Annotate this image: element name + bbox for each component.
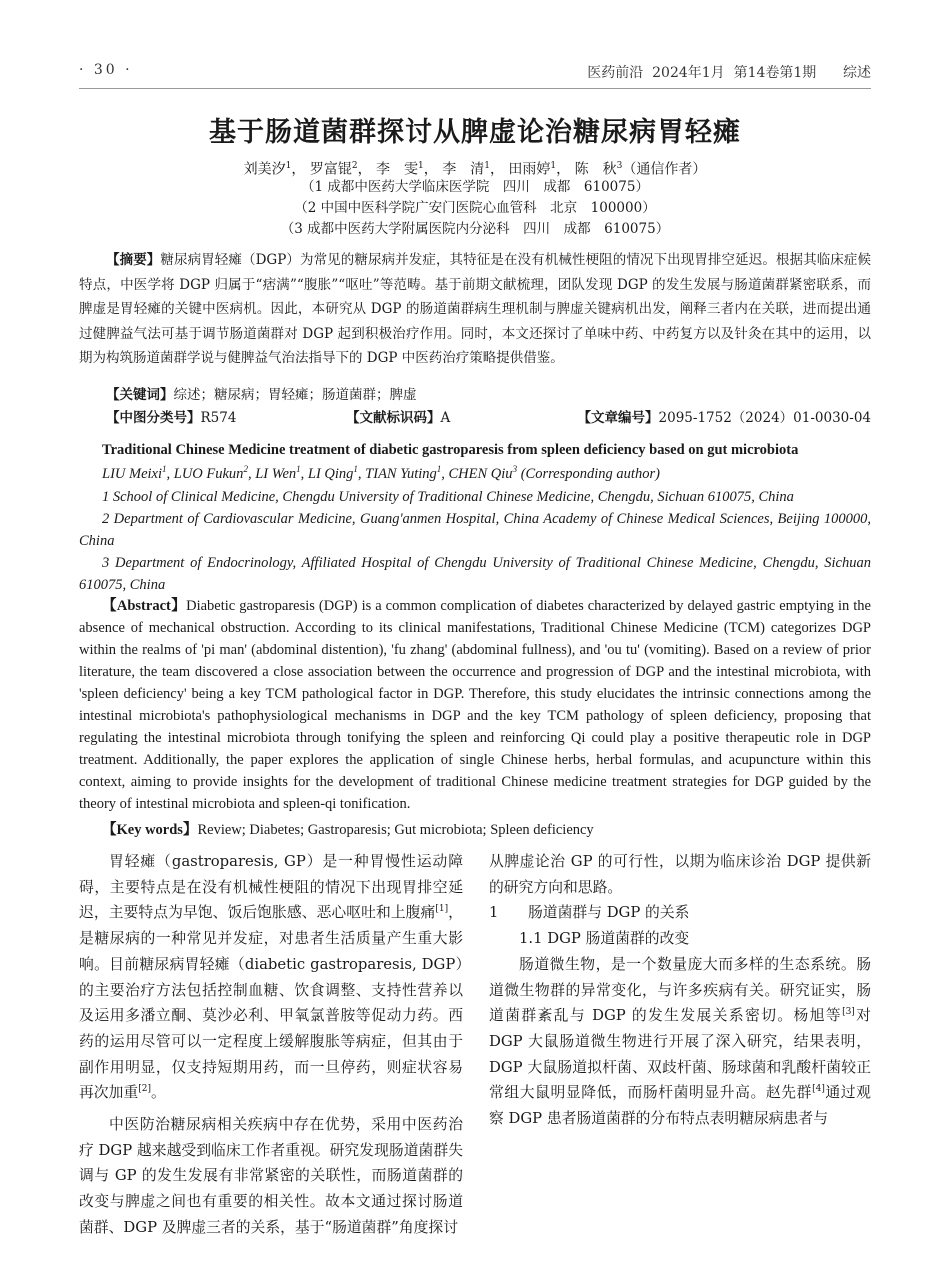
corresponding-note: (Corresponding author) [517, 465, 660, 482]
clc-value: R574 [200, 410, 237, 426]
affiliations-cn [0, 177, 950, 240]
header-rule [79, 88, 871, 89]
running-header [79, 62, 871, 86]
english-affiliation: 2 Department of Cardiovascular Medicine, Guang'anmen Hospital, China Academy of Chinese Medical Sciences, Beijing 100000, China [79, 511, 871, 549]
english-affiliation: 3 Department of Endocrinology, Affiliated Hospital of Chengdu University of Traditional Chinese Medicine, Chengdu, Sichuan 610075, China [79, 555, 871, 593]
keywords-en [102, 818, 594, 839]
author-affil-mark: 1 [418, 161, 424, 171]
clc-code [106, 406, 236, 426]
section-heading: 1 肠道菌群与 DGP 的关系 [489, 904, 690, 922]
subsection-heading: 1.1 DGP 肠道菌群的改变 [519, 930, 690, 948]
abstract-en-label: 【Abstract】 [102, 598, 187, 614]
author-affil-mark: 3 [616, 161, 623, 171]
article-number [578, 406, 871, 426]
body-paragraph [489, 952, 871, 1132]
author: 田雨婷 [508, 161, 551, 178]
author: , TIAN Yuting [357, 465, 437, 482]
paper-title: 基于肠道菌群探讨从脾虚论治糖尿病胃轻瘫 [209, 117, 741, 148]
doc-label: 【文献标识码】 [346, 410, 441, 426]
author-affil-mark: 1 [550, 161, 557, 171]
citation[interactable]: [4] [812, 1084, 825, 1095]
author: 李 清 [442, 161, 485, 178]
abstract-en [79, 595, 871, 815]
keywords-label: 【关键词】 [106, 387, 174, 403]
author: 陈 秋 [574, 161, 617, 178]
body-column-left [79, 849, 463, 1241]
body-column-right [489, 849, 871, 1132]
article-value: 2095-1752（2024）01-0030-04 [658, 410, 871, 426]
author: , LI Qing [300, 465, 354, 482]
body-paragraph-continued: 从脾虚论治 GP 的可行性，以期为临床诊治 DGP 提供新的研究方向和思路。 [489, 853, 871, 896]
keywords-text: 综述；糖尿病；胃轻瘫；肠道菌群；脾虚 [173, 387, 417, 403]
keywords-en-text: Review; Diabetes; Gastroparesis; Gut microbiota; Spleen deficiency [197, 822, 594, 838]
author-affil-mark: 1 [162, 464, 167, 474]
author-affil-mark: 1 [353, 464, 358, 474]
author-affil-mark: 1 [484, 161, 490, 171]
affiliation: （3 成都中医药大学附属医院内分泌科 四川 成都 610075） [280, 221, 670, 237]
abstract-text: 糖尿病胃轻瘫（DGP）为常见的糖尿病并发症，其特征是在没有机械性梗阻的情况下出现胃排空延迟。根据其临床症候特点，中医学将 DGP 归属于“痞满”“腹胀”“呕吐”等范畴。基于前期文献梳理，团队发现 DGP 的发生发展与肠道菌群紧密联系，而脾虚是胃轻瘫的关键中医病机。因此，本研究从 DGP 的肠道菌群病生理机制与脾虚关键病机出发，阐释三者内在关联，进而提出通过健脾益气法可基于调节肠道菌群对 DGP 起到积极治疗作用。同时，本文还探讨了单味中药、中药复方以及针灸在其中的运用，以期为构筑肠道菌群学说与健脾益气治法指导下的 DGP 中医药治疗策略提供借鉴。 [79, 252, 872, 366]
classification-row [106, 406, 871, 428]
author-affil-mark: 1 [296, 464, 301, 474]
citation[interactable]: [2] [138, 1084, 151, 1095]
english-affiliation: 1 School of Clinical Medicine, Chengdu University of Traditional Chinese Medicine, Chengdu, Sichuan 610075, China [102, 489, 794, 505]
text-run: 对 DGP 大鼠肠道微生物进行开展了深入研究，结果表明，DGP 大鼠肠道拟杆菌、双歧杆菌、肠球菌和乳酸杆菌较正常组大鼠明显降低，而肠杆菌明显升高。赵先群 [489, 1007, 871, 1102]
author-affil-mark: 1 [436, 464, 442, 474]
article-label: 【文章编号】 [577, 410, 659, 426]
author: 罗富锟 [309, 161, 352, 178]
english-authors [102, 464, 660, 483]
text-run: 胃轻瘫（gastroparesis, GP）是一种胃慢性运动障碍，主要特点是在没有机械性梗阻的情况下出现胃排空延迟，主要特点为早饱、饭后饱胀感、恶心呕吐和上腹痛 [79, 853, 463, 922]
author: LIU Meixi [102, 465, 162, 482]
author: 刘美汐 [243, 161, 286, 178]
affiliation: （2 中国中医科学院广安门医院心血管科 北京 100000） [294, 200, 656, 216]
authors-cn: 刘美汐$^1$， 罗富锟$^2$， 李 雯$^1$， 李 清$^1$， 田雨婷$^1$， 陈 秋$^3$（通信作者） [243, 161, 707, 178]
body-paragraph [79, 849, 463, 1106]
text-run: ，是糖尿病的一种常见并发症，对患者生活质量产生重大影响。目前糖尿病胃轻瘫（diabetic gastroparesis, DGP）的主要治疗方法包括控制血糖、饮食调整、支持性营养以及运用多潘立酮、莫沙必利、甲氧氯普胺等促动力药。西药的运用尽管可以一定程度上缓解腹胀等病症，但其由于副作用明显，仅支持短期用药，而一旦停药，则症状容易再次加重 [79, 904, 463, 1102]
citation[interactable]: [1] [435, 904, 449, 915]
clc-label: 【中图分类号】 [106, 410, 201, 426]
author: 李 雯 [376, 161, 419, 178]
page-number: · 30 · [79, 62, 133, 78]
author: , CHEN Qiu [441, 465, 513, 482]
text-run: 通过观察 DGP 患者肠道菌群的分布特点表明糖尿病患者与 [489, 1084, 871, 1128]
abstract-label: 【摘要】 [106, 252, 161, 268]
text-run: 。 [150, 1084, 166, 1102]
text-run: 肠道微生物，是一个数量庞大而多样的生态系统。肠道微生物群的异常变化，与许多疾病有关。研究证实，肠道菌群紊乱与 DGP 的发生发展关系密切。杨旭等 [489, 955, 871, 1025]
citation[interactable]: [3] [842, 1007, 855, 1018]
corresponding-note: （通信作者） [622, 161, 707, 178]
keywords-en-label: 【Key words】 [102, 822, 198, 838]
abstract-cn [79, 248, 871, 371]
keywords-cn [106, 383, 417, 403]
author-affil-mark: 2 [351, 161, 358, 171]
author-affil-mark: 2 [243, 464, 248, 474]
abstract-en-text: Diabetic gastroparesis (DGP) is a common complication of diabetes characterized by delayed gastric emptying in the absence of mechanical obstruction. According to its clinical manifestations, Traditional Chinese Medicine (TCM) categorizes DGP within the realms of 'pi man' (abdominal distention), 'fu zhang' (abdominal fullness), and 'ou tu' (vomiting). Based on a review of prior literature, the team discovered a close association between the occurrence and progression of DGP and the intestinal microbiota, with 'spleen deficiency' being a key TCM pathological factor in DGP. Therefore, this study elucidates the intrinsic connections among the intestinal microbiota's pathophysiological mechanisms in DGP and the key TCM pathology of spleen deficiency, proposing that regulating the intestinal microbiota through tonifying the spleen and reinforcing Qi could play a positive therapeutic role in DGP treatment. Additionally, the paper explores the application of single Chinese herbs, herbal formulas, and acupuncture within this context, aiming to provide insights for the development of traditional Chinese medicine treatment strategies for DGP guided by the theory of intestinal microbiota and spleen-qi tonification. [79, 598, 871, 812]
doc-code [346, 406, 450, 426]
author: , LI Wen [247, 465, 297, 482]
doc-value: A [440, 410, 451, 426]
english-title: Traditional Chinese Medicine treatment of diabetic gastroparesis from spleen deficiency based on gut microbiota [102, 442, 799, 458]
affiliation: （1 成都中医药大学临床医学院 四川 成都 610075） [301, 179, 649, 195]
journal-info: 医药前沿 2024年1月 第14卷第1期 综述 [587, 65, 871, 81]
author-affil-mark: 1 [285, 161, 292, 171]
author: , LUO Fukun [166, 465, 244, 482]
body-paragraph: 中医防治糖尿病相关疾病中存在优势，采用中医药治疗 DGP 越来越受到临床工作者重视。研究发现肠道菌群失调与 GP 的发生发展有非常紧密的关联性，而肠道菌群的改变与脾虚之间也有重要的相关性。故本文通过探讨肠道菌群、DGP 及脾虚三者的关系，基于“肠道菌群”角度探讨 [79, 1116, 463, 1236]
author-affil-mark: 3 [512, 464, 518, 474]
